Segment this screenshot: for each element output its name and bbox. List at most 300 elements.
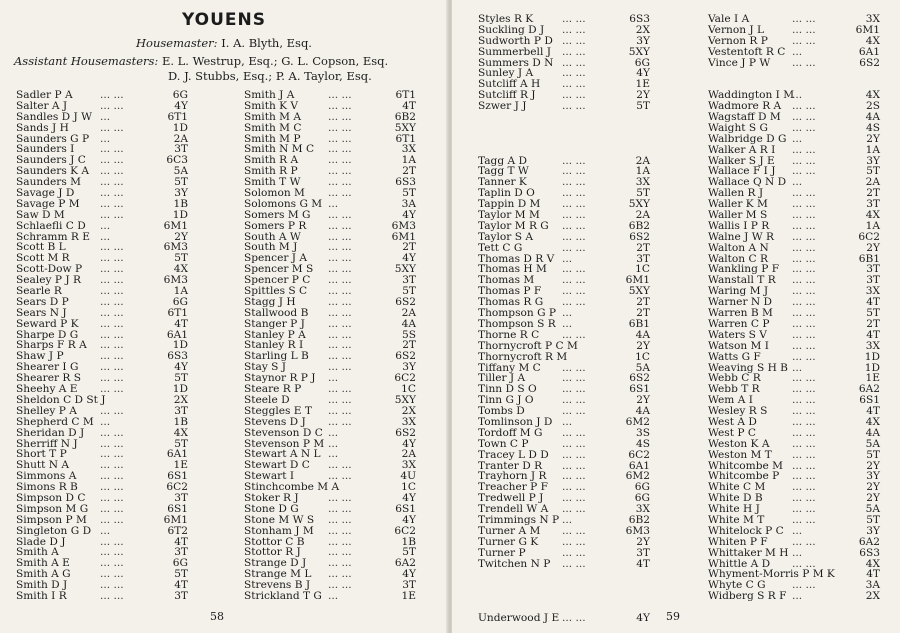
leader-dots: ... ... <box>792 492 816 505</box>
leader-dots: ... ... <box>562 611 586 624</box>
student-name: Smith A E <box>16 557 70 570</box>
form-code: 3T <box>636 546 650 559</box>
form-code: 5T <box>636 100 650 113</box>
student-name: Smith M A <box>244 110 302 123</box>
form-code: 4X <box>865 89 880 102</box>
leader-dots: ... ... <box>328 219 352 232</box>
student-name: Smith R A <box>244 154 299 167</box>
student-name: Whitcombe P <box>708 470 780 483</box>
leader-dots: ... ... <box>562 67 586 80</box>
student-name: Tett C G <box>478 241 523 254</box>
student-name: Sheldon C D St J <box>16 393 106 406</box>
leader-dots: ... ... <box>100 513 124 526</box>
leader-dots: ... ... <box>792 165 816 178</box>
leader-dots <box>562 341 614 352</box>
leader-dots <box>562 134 614 145</box>
form-code: 1A <box>865 143 880 156</box>
list-item <box>478 243 650 254</box>
student-name: Tranter D R <box>478 459 543 472</box>
form-code: 6G <box>172 295 188 308</box>
form-code: 4A <box>865 426 880 439</box>
student-name: Walton A N <box>708 241 769 254</box>
list-item <box>708 352 880 363</box>
leader-dots: ... ... <box>562 274 586 287</box>
student-name: Steele D <box>244 393 290 406</box>
leader-dots: ... ... <box>792 263 816 276</box>
form-code: 6A2 <box>858 535 880 548</box>
student-name: Sharpe D G <box>16 328 79 341</box>
form-code: 3T <box>402 274 416 287</box>
student-name: Tagg A D <box>478 154 528 167</box>
leader-dots: ... ... <box>100 589 124 602</box>
student-name: Thomas M <box>478 274 535 287</box>
form-code: 4T <box>866 568 880 581</box>
form-code: 5XY <box>628 285 650 298</box>
form-code: 3Y <box>866 154 880 167</box>
student-name: West A D <box>708 415 757 428</box>
student-name: Whittle A D <box>708 557 771 570</box>
student-name: Town C P <box>478 437 529 450</box>
leader-dots: ... ... <box>562 263 586 276</box>
form-code: 3T <box>174 404 188 417</box>
form-code: 1C <box>401 481 416 494</box>
leader-dots: ... ... <box>100 459 124 472</box>
leader-dots: ... ... <box>328 568 352 581</box>
leader-dots: ... ... <box>328 361 352 374</box>
form-code: 1D <box>864 361 880 374</box>
student-name: Smith K V <box>244 99 299 112</box>
leader-dots <box>562 352 614 363</box>
list-item <box>478 591 650 602</box>
form-code: 6B2 <box>628 513 650 526</box>
form-code: 6A1 <box>628 459 650 472</box>
leader-dots: ... ... <box>562 34 586 47</box>
student-name: Wanstall T R <box>708 274 776 287</box>
leader-dots: ... ... <box>328 524 352 537</box>
leader-dots: ... ... <box>328 491 352 504</box>
student-name: Tanner K <box>478 176 527 189</box>
form-code: 2T <box>636 307 650 320</box>
leader-dots: ... ... <box>562 285 586 298</box>
leader-dots: ... ... <box>562 524 586 537</box>
list-item <box>244 526 416 537</box>
student-name: Vince J P W <box>708 56 771 69</box>
leader-dots: ... ... <box>100 579 124 592</box>
list-item <box>244 123 416 134</box>
student-name: Stanley P A <box>244 328 306 341</box>
student-name: Sutcliff A H <box>478 78 541 91</box>
leader-dots: ... ... <box>562 89 586 102</box>
form-code: 6S2 <box>629 230 650 243</box>
leader-dots: ... ... <box>792 437 816 450</box>
form-code: 1D <box>864 350 880 363</box>
leader-dots: ... ... <box>328 415 352 428</box>
housemaster-label: Housemaster: <box>136 36 218 50</box>
form-code: 1B <box>401 535 416 548</box>
student-name: Thorne R C <box>478 328 540 341</box>
student-name: Sadler P A <box>16 89 73 101</box>
leader-dots <box>562 145 614 156</box>
leader-dots: ... ... <box>328 165 352 178</box>
student-name: Tiller J A <box>478 372 526 385</box>
form-code: 5T <box>866 165 880 178</box>
student-name: Trendell W A <box>478 503 549 516</box>
left-page <box>0 0 448 633</box>
leader-dots: ... ... <box>792 503 816 516</box>
leader-dots: ... ... <box>792 111 816 124</box>
student-name: Stevens D J <box>244 415 306 428</box>
leader-dots: ... ... <box>562 176 586 189</box>
form-code: 4Y <box>402 437 416 450</box>
leader-dots: ... ... <box>562 405 586 418</box>
form-code: 5XY <box>628 45 650 58</box>
list-item <box>478 134 650 145</box>
student-name: Weaving S H B <box>708 361 788 374</box>
form-code: 2S <box>866 100 880 113</box>
leader-dots: ... ... <box>562 296 586 309</box>
form-code: 5T <box>174 252 188 265</box>
leader-dots: ... ... <box>792 557 816 570</box>
student-name: Simpson D C <box>16 491 86 504</box>
student-name <box>478 569 562 580</box>
form-code: 1B <box>173 197 188 210</box>
leader-dots: ... ... <box>792 328 816 341</box>
student-name: Saunders M <box>16 176 81 189</box>
leader-dots: ... ... <box>792 372 816 385</box>
leader-dots: ... ... <box>792 209 816 222</box>
housemaster-line <box>0 36 448 50</box>
leader-dots: ... <box>328 197 339 210</box>
student-name: Somers M G <box>244 208 311 221</box>
student-name: Thomas D R V <box>478 252 555 265</box>
leader-dots: ... ... <box>100 176 124 189</box>
form-code: 2T <box>866 187 880 200</box>
student-name: Summerbell J <box>478 45 551 58</box>
student-name: Stevenson P M <box>244 437 325 450</box>
leader-dots: ... ... <box>100 99 124 112</box>
leader-dots: ... ... <box>100 568 124 581</box>
leader-dots: ... ... <box>328 339 352 352</box>
form-code: 6M3 <box>163 274 188 287</box>
leader-dots: ... ... <box>100 372 124 385</box>
list-item <box>478 439 650 450</box>
leader-dots: ... ... <box>792 405 816 418</box>
form-code: 4X <box>173 263 188 276</box>
form-code: 6M3 <box>391 219 416 232</box>
student-name: Wallen R J <box>708 187 764 200</box>
student-name: Sunley J A <box>478 67 534 80</box>
name-column-left-2 <box>244 90 416 602</box>
student-name: Sharps F R A <box>16 339 87 352</box>
student-name: Smith R P <box>244 165 298 178</box>
form-code: 3T <box>866 274 880 287</box>
form-code: 6C3 <box>166 154 188 167</box>
leader-dots: ... ... <box>328 383 352 396</box>
list-item <box>708 450 880 461</box>
form-code <box>614 123 650 134</box>
form-code: 6M3 <box>625 524 650 537</box>
student-name: Watts G F <box>708 350 761 363</box>
student-name: Walne J W R <box>708 230 774 243</box>
leader-dots: ... ... <box>562 459 586 472</box>
leader-dots: ... ... <box>100 470 124 483</box>
student-name: Shaw J P <box>16 350 64 363</box>
student-name: Shepherd C M <box>16 415 94 428</box>
student-name: Turner G K <box>478 535 539 548</box>
form-code <box>614 112 650 123</box>
leader-dots: ... ... <box>100 491 124 504</box>
form-code: 6M1 <box>625 274 650 287</box>
form-code: 1A <box>173 285 188 298</box>
student-name: Taylor M M <box>478 209 540 222</box>
form-code: 1C <box>635 263 650 276</box>
list-item <box>478 47 650 58</box>
list-item <box>708 68 880 79</box>
form-code: 6M2 <box>625 470 650 483</box>
form-code <box>614 591 650 602</box>
leader-dots: ... ... <box>328 306 352 319</box>
form-code: 6A1 <box>166 448 188 461</box>
form-code: 5T <box>866 307 880 320</box>
leader-dots: ... ... <box>792 394 816 407</box>
form-code: 4U <box>400 470 416 483</box>
student-name: Waters S V <box>708 328 767 341</box>
leader-dots: ... <box>792 524 803 537</box>
student-name: Saunders I <box>16 143 75 156</box>
leader-dots: ... ... <box>792 100 816 113</box>
leader-dots: ... ... <box>562 165 586 178</box>
leader-dots: ... ... <box>328 99 352 112</box>
student-name: Whitcombe M <box>708 459 783 472</box>
page-number-left: 58 <box>210 610 224 623</box>
form-code: 1E <box>173 459 188 472</box>
form-code: 2X <box>173 393 188 406</box>
form-code: 6C2 <box>394 372 416 385</box>
housemaster-name: I. A. Blyth, Esq. <box>221 36 312 50</box>
form-code: 6C2 <box>166 481 188 494</box>
leader-dots: ... ... <box>562 470 586 483</box>
page-number-right: 59 <box>666 610 680 623</box>
leader-dots: ... ... <box>328 241 352 254</box>
list-item <box>16 319 188 330</box>
form-code: 2A <box>401 306 416 319</box>
form-code: 4T <box>174 317 188 330</box>
form-code: 6M2 <box>625 415 650 428</box>
student-name: Stevenson D C <box>244 426 323 439</box>
student-name: White D B <box>708 492 763 505</box>
student-name: Wadmore R A <box>708 100 782 113</box>
student-name: Wankling P F <box>708 263 780 276</box>
form-code: 4Y <box>174 99 188 112</box>
form-code: 4Y <box>636 611 650 624</box>
form-code: 2Y <box>866 241 880 254</box>
leader-dots: ... <box>100 110 111 123</box>
student-name: Schramm R E <box>16 230 90 243</box>
student-name: Underwood J E <box>478 611 560 624</box>
leader-dots: ... ... <box>100 121 124 134</box>
student-name: Stinchcombe M A <box>244 481 340 494</box>
leader-dots: ... ... <box>792 219 816 232</box>
form-code: 4Y <box>402 513 416 526</box>
student-name: Savage P M <box>16 197 80 210</box>
form-code: 6T2 <box>167 524 188 537</box>
form-code: 6M1 <box>163 219 188 232</box>
form-code: 2A <box>865 176 880 189</box>
student-name: Wallace F I J <box>708 165 776 178</box>
form-code: 6B2 <box>628 219 650 232</box>
student-name: Taplin D O <box>478 187 535 200</box>
leader-dots: ... ... <box>100 143 124 156</box>
form-code: 3T <box>174 589 188 602</box>
student-name: Stanley R I <box>244 339 304 352</box>
leader-dots: ... ... <box>100 165 124 178</box>
leader-dots: ... ... <box>792 252 816 265</box>
form-code: 3T <box>174 491 188 504</box>
list-item <box>244 417 416 428</box>
student-name: Sudworth P D <box>478 34 553 47</box>
leader-dots: ... ... <box>792 470 816 483</box>
leader-dots: ... ... <box>100 187 124 200</box>
form-code: 2Y <box>866 492 880 505</box>
student-name: Walker A R I <box>708 143 776 156</box>
form-code: 4X <box>865 209 880 222</box>
leader-dots: ... ... <box>792 481 816 494</box>
student-name: Scott-Dow P <box>16 263 83 276</box>
form-code: 5T <box>174 568 188 581</box>
leader-dots: ... ... <box>792 143 816 156</box>
form-code: 3X <box>401 415 416 428</box>
form-code: 1A <box>635 165 650 178</box>
form-code: 2T <box>866 317 880 330</box>
list-item <box>478 548 650 559</box>
student-name: Spencer M S <box>244 263 314 276</box>
list-item <box>16 591 188 602</box>
student-name: Steare R P <box>244 383 302 396</box>
form-code: 2T <box>402 339 416 352</box>
form-code: 2T <box>636 296 650 309</box>
list-item <box>244 428 416 439</box>
student-name: Walker S J E <box>708 154 775 167</box>
form-code: 6G <box>172 89 188 101</box>
leader-dots: ... ... <box>100 339 124 352</box>
form-code: 3Y <box>174 187 188 200</box>
leader-dots: ... ... <box>100 274 124 287</box>
leader-dots <box>562 580 614 591</box>
leader-dots: ... ... <box>792 415 816 428</box>
student-name: Simons R B <box>16 481 78 494</box>
form-code: 1D <box>172 208 188 221</box>
leader-dots: ... ... <box>100 328 124 341</box>
form-code <box>614 134 650 145</box>
form-code: 3T <box>174 143 188 156</box>
leader-dots: ... ... <box>100 263 124 276</box>
list-item <box>478 613 650 624</box>
student-name: Shutt N A <box>16 459 70 472</box>
form-code: 2Y <box>636 339 650 352</box>
student-name: Tredwell P J <box>478 492 544 505</box>
leader-dots: ... ... <box>100 350 124 363</box>
form-code: 5T <box>402 546 416 559</box>
leader-dots: ... <box>792 89 803 102</box>
leader-dots: ... <box>100 415 111 428</box>
leader-dots: ... <box>100 132 111 145</box>
leader-dots: ... ... <box>100 426 124 439</box>
leader-dots: ... ... <box>562 372 586 385</box>
form-code: 4X <box>865 34 880 47</box>
form-code: 5T <box>174 176 188 189</box>
student-name: Stewart A N L <box>244 448 321 461</box>
form-code: 2Y <box>866 459 880 472</box>
leader-dots: ... <box>328 372 339 385</box>
leader-dots: ... ... <box>328 502 352 515</box>
form-code: 5T <box>402 187 416 200</box>
student-name: Smith A G <box>16 568 71 581</box>
student-name: Tomlinson J D <box>478 415 553 428</box>
student-name: Strickland T G <box>244 589 322 602</box>
form-code: 6S2 <box>395 350 416 363</box>
student-name: Waight S G <box>708 121 768 134</box>
student-name: Wallace Q N D <box>708 176 787 189</box>
leader-dots: ... ... <box>328 317 352 330</box>
leader-dots: ... ... <box>328 285 352 298</box>
leader-dots: ... <box>792 546 803 559</box>
leader-dots: ... ... <box>100 241 124 254</box>
list-item <box>244 515 416 526</box>
student-name: Staynor R P J <box>244 372 316 385</box>
student-name: Webb T R <box>708 383 760 396</box>
leader-dots: ... <box>100 219 111 232</box>
form-code: 4Y <box>402 491 416 504</box>
leader-dots: ... ... <box>562 78 586 91</box>
form-code: 4X <box>173 426 188 439</box>
form-code: 2T <box>636 241 650 254</box>
leader-dots: ... ... <box>792 339 816 352</box>
form-code: 4Y <box>174 361 188 374</box>
student-name: Searle R <box>16 285 62 298</box>
student-name: Wem A I <box>708 394 753 407</box>
leader-dots: ... ... <box>100 535 124 548</box>
form-code: 2X <box>865 590 880 603</box>
student-name: Thornycroft P C M <box>478 339 578 352</box>
form-code: 6B2 <box>394 110 416 123</box>
form-code: 6A1 <box>858 45 880 58</box>
leader-dots: ... ... <box>328 154 352 167</box>
student-name: Whittaker M H <box>708 546 789 559</box>
leader-dots: ... ... <box>100 154 124 167</box>
student-name: Stoker R J <box>244 491 299 504</box>
form-code: 1D <box>172 383 188 396</box>
student-name: Seward P K <box>16 317 79 330</box>
student-name: South M J <box>244 241 298 254</box>
form-code <box>614 145 650 156</box>
leader-dots: ... ... <box>328 263 352 276</box>
leader-dots: ... ... <box>792 230 816 243</box>
leader-dots: ... ... <box>792 535 816 548</box>
form-code: 4T <box>174 535 188 548</box>
leader-dots: ... <box>792 132 803 145</box>
form-code: 4X <box>865 415 880 428</box>
student-name: Trimmings N P <box>478 513 560 526</box>
form-code: 6S1 <box>167 502 188 515</box>
form-code: 5A <box>865 437 880 450</box>
student-name: Tordoff M G <box>478 426 543 439</box>
form-code: 2A <box>635 154 650 167</box>
student-name: Vernon J L <box>708 23 765 36</box>
leader-dots: ... ... <box>328 187 352 200</box>
student-name: Stone D G <box>244 502 299 515</box>
form-code: 2T <box>402 165 416 178</box>
leader-dots: ... ... <box>328 557 352 570</box>
